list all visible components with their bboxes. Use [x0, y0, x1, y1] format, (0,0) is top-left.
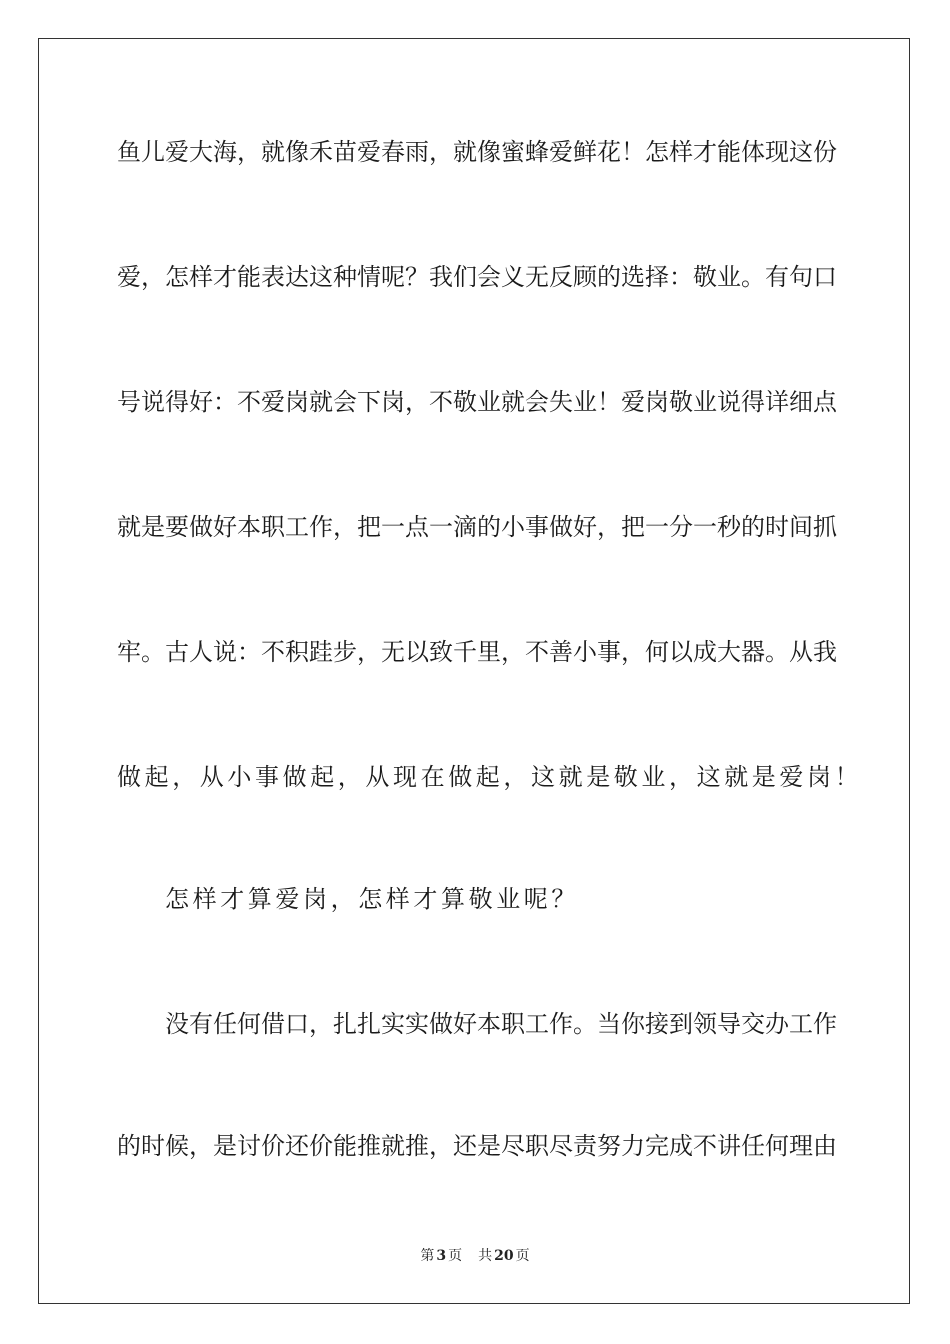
text-line-5: 牢。古人说：不积跬步，无以致千里，不善小事，何以成大器。从我 — [117, 638, 837, 666]
text-line-3: 号说得好：不爱岗就会下岗，不敬业就会失业！爱岗敬业说得详细点 — [117, 388, 837, 416]
paragraph-question: 怎样才算爱岗，怎样才算敬业呢？ — [165, 885, 579, 913]
text-line-1: 鱼儿爱大海，就像禾苗爱春雨，就像蜜蜂爱鲜花！怎样才能体现这份 — [117, 138, 837, 166]
total-prefix: 共 — [478, 1248, 493, 1264]
total-suffix: 页 — [515, 1248, 530, 1264]
page-prefix: 第 — [420, 1248, 435, 1264]
page-border — [38, 38, 910, 1304]
total-page-number: 20 — [494, 1248, 514, 1264]
text-line-9: 的时候，是讨价还价能推就推，还是尽职尽责努力完成不讲任何理由 — [117, 1132, 837, 1160]
text-line-4: 就是要做好本职工作，把一点一滴的小事做好，把一分一秒的时间抓 — [117, 513, 837, 541]
current-page-number: 3 — [436, 1248, 447, 1264]
page-footer — [0, 1247, 950, 1265]
text-line-6: 做起，从小事做起，从现在做起，这就是敬业，这就是爱岗！ — [117, 763, 863, 791]
page-suffix: 页 — [448, 1248, 463, 1264]
text-line-2: 爱，怎样才能表达这种情呢？我们会义无反顾的选择：敬业。有句口 — [117, 263, 837, 291]
text-line-8: 没有任何借口，扎扎实实做好本职工作。当你接到领导交办工作 — [165, 1010, 837, 1038]
